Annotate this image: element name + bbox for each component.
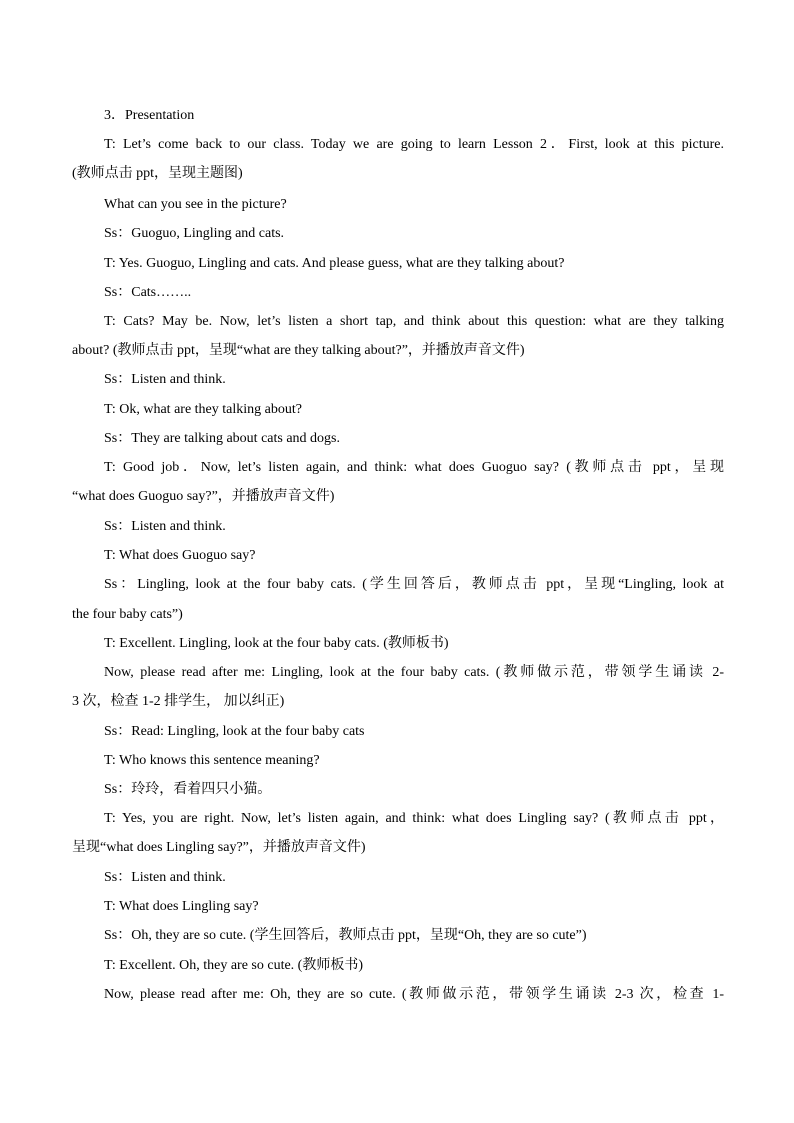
paragraph-line: about? (教师点击 ppt，呈现“what are they talking about?”，并播放声音文件) — [72, 343, 525, 358]
paragraph-line: What can you see in the picture? — [104, 197, 287, 212]
paragraph-line: Ss：Cats…….. — [104, 285, 192, 300]
paragraph-line: T: What does Lingling say? — [104, 899, 259, 914]
paragraph-line: 3 次，检查 1-2 排学生， 加以纠正) — [72, 694, 285, 709]
paragraph-line: T: Let’s come back to our class. Today we are going to learn Lesson 2．First, look at this picture. — [104, 137, 724, 152]
paragraph-line: Now, please read after me: Oh, they are so cute. (教师做示范，带领学生诵读 2-3 次，检查 1- — [104, 987, 724, 1002]
paragraph-line: Ss：Listen and think. — [104, 372, 226, 387]
paragraph-line: T: Yes, you are right. Now, let’s listen again, and think: what does Lingling say? (教师点击 ppt， — [104, 811, 724, 826]
section-heading: 3．Presentation — [104, 108, 195, 123]
paragraph-line: Ss：Listen and think. — [104, 870, 226, 885]
paragraph-line: T: Ok, what are they talking about? — [104, 402, 302, 417]
paragraph-line: Ss：Listen and think. — [104, 519, 226, 534]
paragraph-line: Now, please read after me: Lingling, look at the four baby cats. (教师做示范，带领学生诵读 2- — [104, 665, 724, 680]
paragraph-line: “what does Guoguo say?”，并播放声音文件) — [72, 489, 335, 504]
paragraph-line: T: What does Guoguo say? — [104, 548, 256, 563]
paragraph-line: Ss：Read: Lingling, look at the four baby cats — [104, 724, 365, 739]
paragraph-line: (教师点击 ppt，呈现主题图) — [72, 166, 243, 181]
paragraph-line: T: Excellent. Oh, they are so cute. (教师板书) — [104, 958, 363, 973]
paragraph-line: T: Yes. Guoguo, Lingling and cats. And please guess, what are they talking about? — [104, 256, 565, 271]
paragraph-line: Ss：Lingling, look at the four baby cats. (学生回答后，教师点击 ppt，呈现“Lingling, look at — [104, 577, 724, 592]
paragraph-line: Ss：Oh, they are so cute. (学生回答后，教师点击 ppt，呈现“Oh, they are so cute”) — [104, 928, 587, 943]
paragraph-line: T: Who knows this sentence meaning? — [104, 753, 320, 768]
paragraph-line: T: Cats? May be. Now, let’s listen a short tap, and think about this question: what are they talking — [104, 314, 724, 329]
paragraph-line: the four baby cats”) — [72, 607, 183, 622]
paragraph-line: T: Good job．Now, let’s listen again, and think: what does Guoguo say? (教师点击 ppt，呈现 — [104, 460, 724, 475]
paragraph-line: Ss：玲玲，看着四只小猫。 — [104, 782, 272, 797]
paragraph-line: Ss：Guoguo, Lingling and cats. — [104, 226, 285, 241]
paragraph-line: 呈现“what does Lingling say?”，并播放声音文件) — [72, 840, 366, 855]
paragraph-line: T: Excellent. Lingling, look at the four baby cats. (教师板书) — [104, 636, 449, 651]
paragraph-line: Ss：They are talking about cats and dogs. — [104, 431, 341, 446]
